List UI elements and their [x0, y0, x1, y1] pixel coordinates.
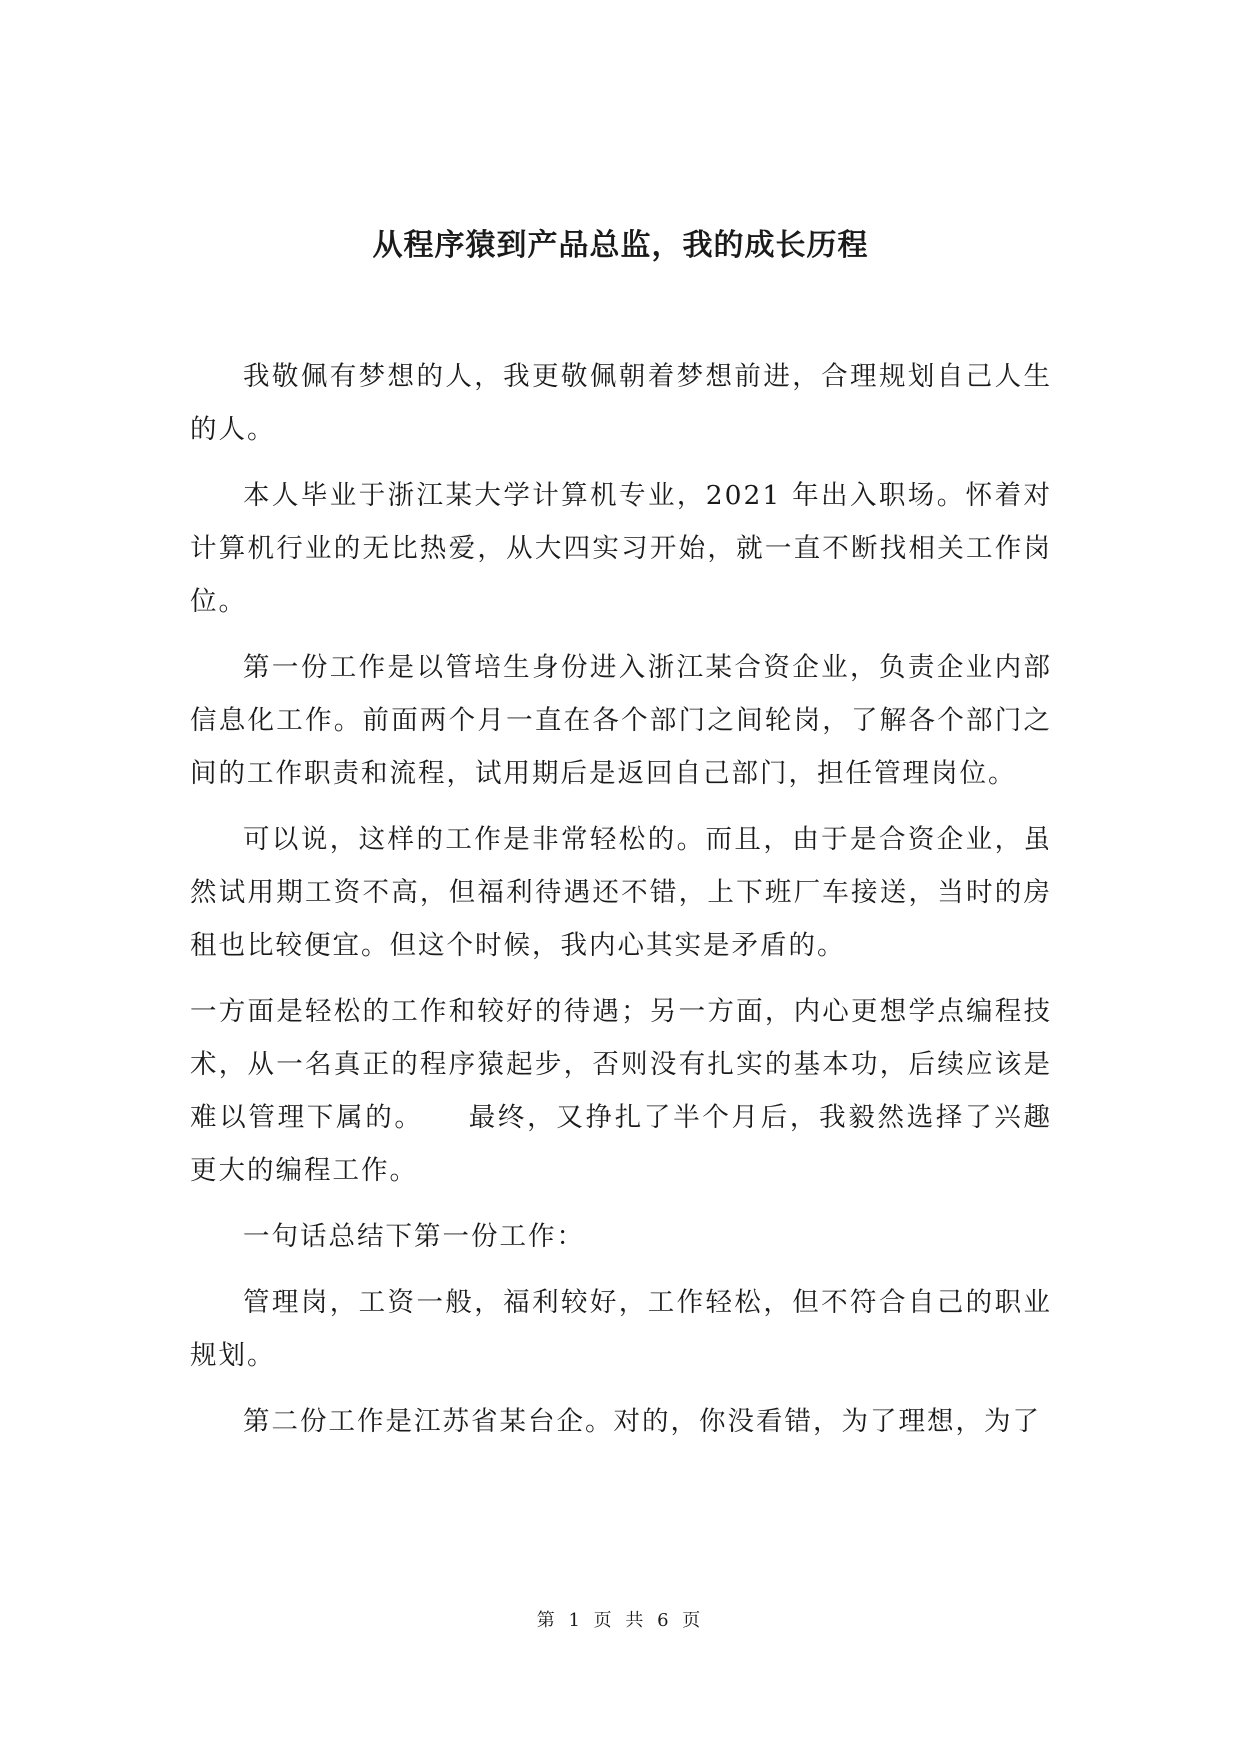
page-number-footer: 第 1 页 共 6 页: [536, 1610, 705, 1631]
paragraph: 本人毕业于浙江某大学计算机专业，2021 年出入职场。怀着对计算机行业的无比热爱，从大四实习开始，就一直不断找相关工作岗位。: [190, 480, 1052, 617]
paragraph: 我敬佩有梦想的人，我更敬佩朝着梦想前进，合理规划自己人生的人。: [190, 361, 1052, 445]
paragraph: 一句话总结下第一份工作：: [243, 1221, 585, 1252]
paragraph: 第二份工作是江苏省某台企。对的，你没看错，为了理想，为了: [243, 1406, 1041, 1437]
paragraph: 一方面是轻松的工作和较好的待遇；另一方面，内心更想学点编程技术，从一名真正的程序猿起步，否则没有扎实的基本功，后续应该是难以管理下属的。 最终，又挣扎了半个月后，我毅然选择了兴趣更大的编程工作。: [190, 996, 1052, 1186]
document-body: [190, 350, 1052, 1461]
paragraph: 管理岗，工资一般，福利较好，工作轻松，但不符合自己的职业规划。: [190, 1287, 1052, 1371]
document-title: 从程序猿到产品总监，我的成长历程: [372, 228, 869, 263]
paragraph: 可以说，这样的工作是非常轻松的。而且，由于是合资企业，虽然试用期工资不高，但福利待遇还不错，上下班厂车接送，当时的房租也比较便宜。但这个时候，我内心其实是矛盾的。: [190, 824, 1052, 961]
paragraph: 第一份工作是以管培生身份进入浙江某合资企业，负责企业内部信息化工作。前面两个月一直在各个部门之间轮岗，了解各个部门之间的工作职责和流程，试用期后是返回自己部门，担任管理岗位。: [190, 652, 1052, 789]
